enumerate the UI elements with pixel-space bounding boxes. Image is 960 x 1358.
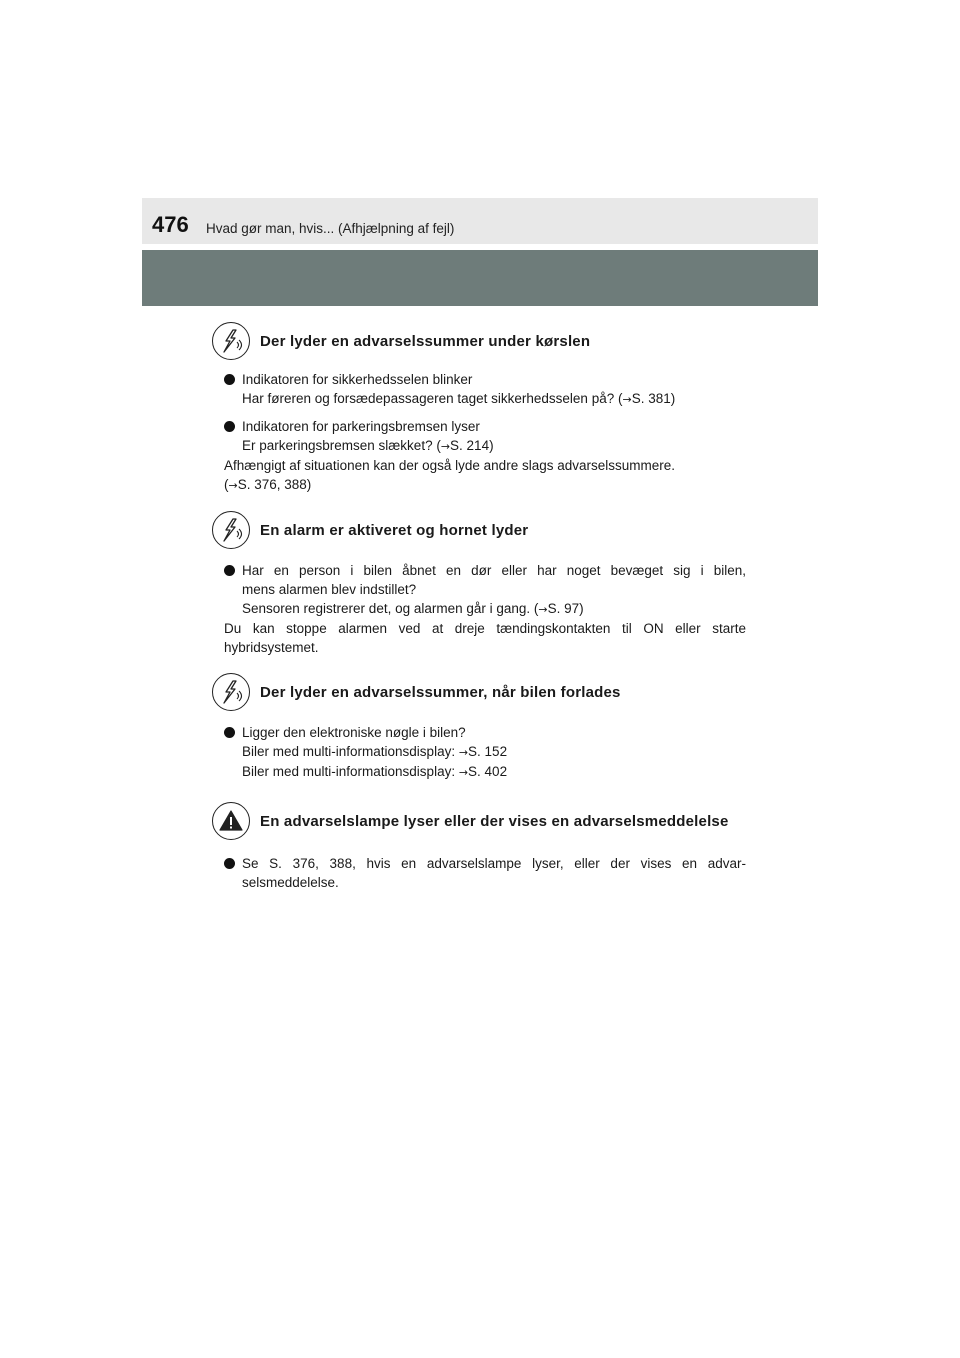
section-heading (212, 800, 746, 842)
section-band (142, 250, 818, 306)
header-title: Hvad gør man, hvis... (Afhjælpning af fejl) (206, 221, 455, 236)
arrow-icon: → (458, 766, 469, 779)
section-title: Der lyder en advarselssummer under kørslen (260, 332, 591, 350)
note-paragraph: Afhængigt af situationen kan der også lyde andre slags advarselssummere. (→S. 376, 388) (224, 458, 676, 492)
list-item: Se S. 376, 388, hvis en advarselslampe lyser, eller der vises en advar- selsmeddelelse. (224, 854, 746, 892)
list-item: Har en person i bilen åbnet en dør eller har noget bevæget sig i bilen, mens alarmen blev indstillet? Sensoren registrerer det, og alarmen går i gang. (→S. 97) (224, 561, 746, 619)
arrow-icon: → (622, 393, 632, 406)
arrow-icon: → (458, 746, 469, 759)
section-buzzer-leaving (224, 671, 746, 782)
lightning-sound-icon (212, 511, 250, 549)
lightning-sound-icon (212, 673, 250, 711)
section-warning-lamp (224, 800, 746, 892)
section-heading (212, 320, 746, 362)
content (224, 320, 746, 892)
arrow-icon: → (538, 603, 548, 616)
section-title: En advarselslampe lyser eller der vises en advarselsmeddelelse (260, 812, 729, 830)
section-title: En alarm er aktiveret og hornet lyder (260, 521, 529, 539)
list-item: Indikatoren for parkeringsbremsen lyser Er parkeringsbremsen slækket? (→S. 214) (224, 417, 746, 456)
section-alarm-horn (224, 509, 746, 657)
section-heading (212, 509, 746, 551)
section-title: Der lyder en advarselssummer, når bilen forlades (260, 683, 621, 701)
arrow-icon: → (440, 440, 451, 453)
lightning-sound-icon (212, 322, 250, 360)
section-heading (212, 671, 746, 713)
arrow-icon: → (228, 479, 238, 492)
page-number: 476 (152, 212, 189, 237)
note-paragraph: Du kan stoppe alarmen ved at dreje tændingskontakten til ON eller starte hybridsystemet. (224, 621, 746, 655)
list-item: Ligger den elektroniske nøgle i bilen? Biler med multi-informationsdisplay: →S. 152 Biler med multi-informationsdisplay: →S. 402 (224, 723, 746, 782)
list-item: Indikatoren for sikkerhedsselen blinker Har føreren og forsædepassageren taget sikkerhedsselen på? (→S. 381) (224, 370, 746, 409)
warning-triangle-icon (212, 802, 250, 840)
section-buzzer-driving (224, 320, 746, 495)
